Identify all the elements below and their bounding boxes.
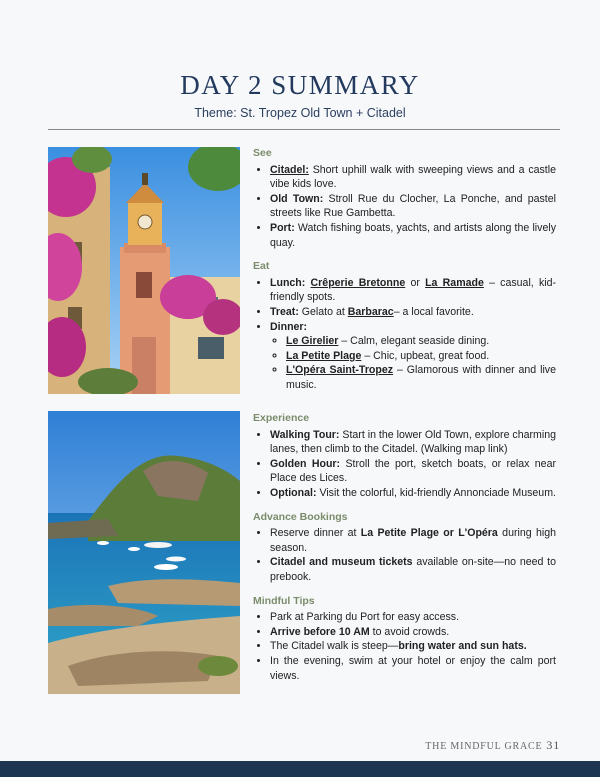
- item-label: Treat:: [270, 305, 299, 318]
- item-label: Walking Tour:: [270, 428, 340, 441]
- eat-heading: Eat: [253, 260, 270, 273]
- list-item: [270, 555, 556, 584]
- item-text: Park at Parking du Port for easy access.: [270, 611, 460, 624]
- item-label: Optional:: [270, 486, 317, 499]
- item-bold: La Petite Plage or L'Opéra: [360, 527, 498, 540]
- item-label: Lunch:: [270, 276, 306, 289]
- barbarac-link[interactable]: Barbarac: [347, 305, 394, 318]
- item-text: Watch fishing boats, yachts, and artists along the lively quay.: [270, 221, 556, 249]
- item-text: – Glamorous with dinner and live music.: [286, 364, 556, 391]
- photo-coastline: [48, 411, 240, 694]
- item-text: during high season.: [270, 527, 556, 554]
- item-text: Reserve dinner at: [270, 527, 361, 540]
- le-girelier-link[interactable]: Le Girelier: [286, 335, 339, 348]
- item-text: – a local favorite.: [393, 305, 474, 318]
- tips-list: [253, 610, 556, 683]
- creperie-link[interactable]: Crêperie Bretonne: [310, 276, 406, 289]
- item-label: Dinner:: [270, 320, 308, 333]
- item-text: Stroll the port, sketch boats, or relax near Place des Lices.: [270, 457, 556, 485]
- item-bold: bring water and sun hats.: [398, 640, 527, 653]
- item-text: The Citadel walk is steep—: [270, 640, 399, 653]
- item-bold: Arrive before 10 AM: [270, 625, 370, 638]
- experience-heading: Experience: [253, 412, 310, 424]
- list-item: [270, 610, 556, 625]
- item-text: – Calm, elegant seaside dining.: [338, 335, 490, 348]
- list-item: [270, 305, 556, 320]
- list-item: [270, 276, 556, 305]
- item-text: Short uphill walk with sweeping views and a castle vibe kids love.: [270, 163, 556, 191]
- list-item: [270, 526, 556, 555]
- list-item: [270, 639, 556, 654]
- item-text: – Chic, upbeat, great food.: [361, 349, 490, 362]
- la-ramade-link[interactable]: La Ramade: [425, 276, 484, 289]
- item-text: Start in the lower Old Town, explore charming lanes, then climb to the Citadel. (Walking map link): [270, 428, 556, 456]
- item-text: In the evening, swim at your hotel or enjoy the calm port views.: [270, 654, 556, 682]
- item-label: Port:: [270, 221, 295, 234]
- item-text: Visit the colorful, kid-friendly Annonciade Museum.: [316, 486, 556, 499]
- list-item: [286, 363, 556, 392]
- citadel-link[interactable]: Citadel:: [270, 163, 309, 176]
- item-text: Gelato at: [298, 305, 348, 318]
- footer: [425, 738, 560, 753]
- list-item: [270, 654, 556, 683]
- lopera-link[interactable]: L'Opéra Saint-Tropez: [286, 364, 394, 377]
- list-item: [270, 192, 556, 221]
- photo-clock-tower: [48, 147, 240, 394]
- item-label: Old Town:: [270, 192, 324, 205]
- bookings-list: [253, 526, 556, 584]
- la-petite-plage-link[interactable]: La Petite Plage: [286, 349, 362, 362]
- item-text: Stroll Rue du Clocher, La Ponche, and pastel streets like Rue Gambetta.: [270, 192, 556, 220]
- item-text: – casual, kid-friendly spots.: [270, 276, 557, 304]
- brand-name: THE MINDFUL GRACE: [425, 741, 543, 752]
- content-column-bottom: [253, 411, 556, 683]
- content-column-top: [253, 146, 556, 393]
- item-bold: Citadel and museum tickets: [270, 556, 413, 569]
- list-item: [270, 320, 556, 393]
- bookings-heading: Advance Bookings: [253, 510, 348, 523]
- tips-heading: Mindful Tips: [253, 594, 315, 607]
- list-item: [270, 457, 556, 486]
- list-item: [286, 349, 556, 364]
- page-number: 31: [546, 738, 560, 752]
- item-text: or: [405, 276, 426, 289]
- list-item: [270, 486, 556, 501]
- list-item: [270, 428, 556, 457]
- item-label: Golden Hour:: [270, 457, 341, 470]
- dinner-list: [270, 334, 556, 392]
- footer-band: [0, 761, 600, 777]
- list-item: [270, 163, 556, 192]
- eat-list: [253, 276, 556, 393]
- page-subtitle: Theme: St. Tropez Old Town + Citadel: [194, 106, 406, 120]
- item-text: available on-site—no need to prebook.: [270, 556, 556, 583]
- see-heading: See: [253, 147, 272, 159]
- experience-list: [253, 428, 556, 501]
- divider: [48, 129, 560, 130]
- page-title: DAY 2 SUMMARY: [180, 70, 420, 100]
- item-text: to avoid crowds.: [369, 625, 450, 638]
- list-item: [270, 221, 556, 250]
- see-list: [253, 163, 556, 251]
- list-item: [286, 334, 556, 349]
- list-item: [270, 625, 556, 640]
